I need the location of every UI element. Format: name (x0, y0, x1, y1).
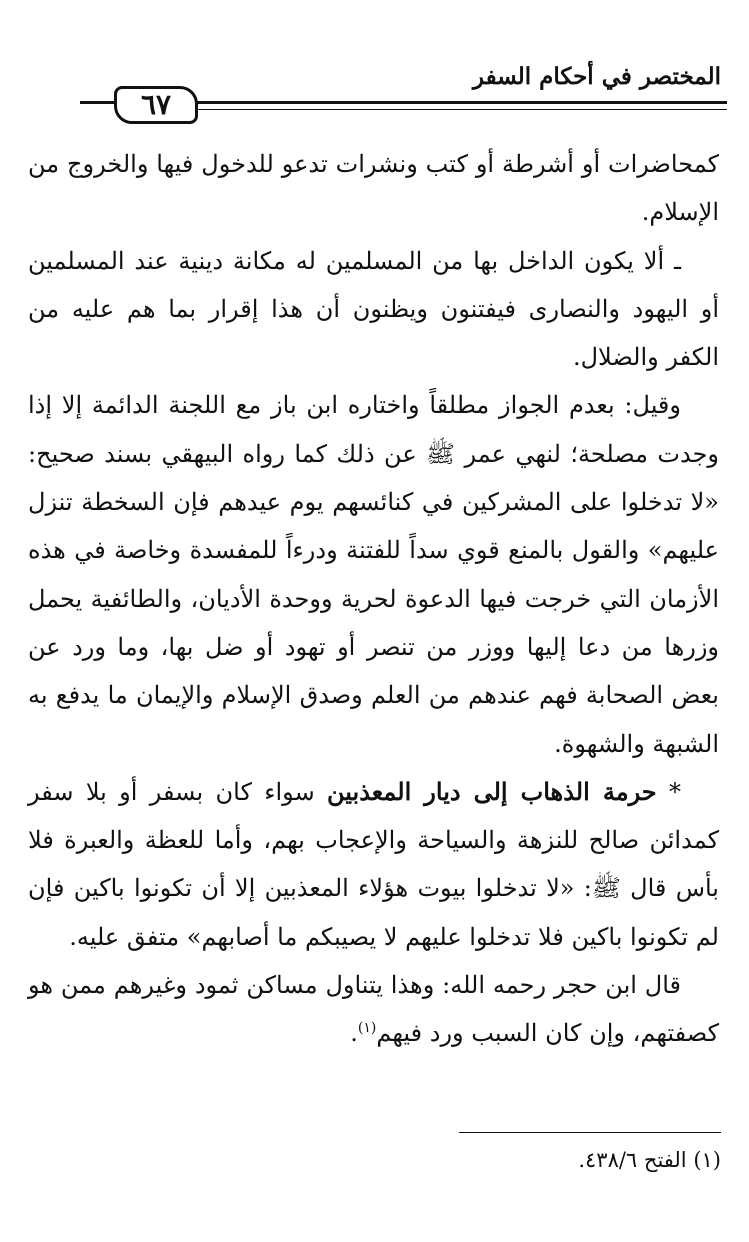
footnote-rule (459, 1132, 721, 1133)
header-rule-thin-left (689, 109, 727, 110)
page-number: ٦٧ (114, 86, 198, 124)
paragraph-5-end: . (350, 1019, 358, 1048)
star-marker: * (668, 777, 681, 806)
paragraph-4-body: سواء كان بسفر أو بلا سفر كمدائن صالح للنزهة والسياحة والإعجاب بهم، وأما للعظة والعبرة فلا بأس قال ﷺ: «لا تدخلوا بيوت هؤلاء المعذبين إلا أن تكونوا باكين فإن لم تكونوا باكين فلا تدخلوا عليهم لا يصيبكم ما أصابهم» متفق عليه. (28, 777, 719, 951)
footnote: (١) الفتح ٤٣٨/٦. (578, 1148, 721, 1172)
footnote-reference: (١) (357, 1020, 377, 1037)
paragraph-2: ـ ألا يكون الداخل بها من المسلمين له مكانة دينية عند المسلمين أو اليهود والنصارى فيفتنون ويظنون أن هذا إقرار بما هم عليه من الكفر والضلال. (28, 246, 719, 372)
paragraph-4 (28, 768, 719, 961)
paragraph-1: كمحاضرات أو أشرطة أو كتب ونشرات تدعو للدخول فيها والخروج من الإسلام. (28, 150, 719, 227)
paragraph-5 (28, 961, 719, 1058)
paragraph-3: وقيل: بعدم الجواز مطلقاً واختاره ابن باز مع اللجنة الدائمة إلا إذا وجدت مصلحة؛ لنهي عمر ﷺ عن ذلك كما رواه البيهقي بسند صحيح: «لا تدخلوا على المشركين في كنائسهم يوم عيدهم فإن السخطة تنزل عليهم» والقول بالمنع قوي سداً للفتنة ودرءاً للمفسدة وخاصة في هذه الأزمان التي خرجت فيها الدعوة لحرية ووحدة الأديان، والطائفية يحمل وزرها من دعا إليها ووزر من تنصر أو تهود أو ضل بها، وما ورد عن بعض الصحابة فهم عندهم من العلم وصدق الإسلام والإيمان ما يدفع به الشبهة والشهوة. (28, 391, 719, 758)
header-rule-thin (196, 109, 727, 110)
paragraph-5-body: قال ابن حجر رحمه الله: وهذا يتناول مساكن ثمود وغيرهم ممن هو كصفتهم، وإن كان السبب ورد فيهم (28, 971, 719, 1048)
running-title: المختصر في أحكام السفر (472, 63, 721, 90)
main-text (28, 140, 719, 1058)
section-heading: حرمة الذهاب إلى ديار المعذبين (327, 776, 657, 806)
